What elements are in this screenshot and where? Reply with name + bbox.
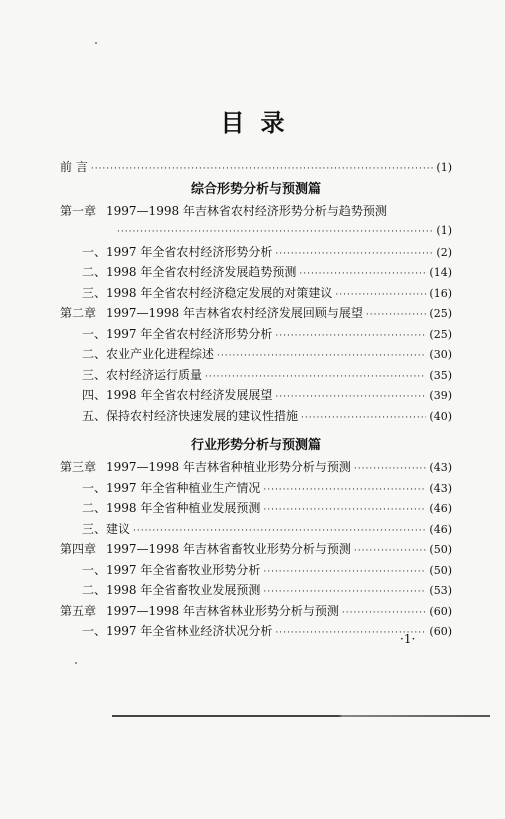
entry-label: 1997—1998 年吉林省农村经济形势分析与趋势预测 <box>106 203 387 218</box>
dot-leader <box>133 521 426 542</box>
dot-leader <box>275 326 426 347</box>
chapter-number: 第四章 <box>60 542 97 556</box>
toc-subentry[interactable] <box>60 621 452 642</box>
dot-leader <box>263 582 426 603</box>
entry-page: (30) <box>429 348 452 361</box>
entry-page: (25) <box>429 327 452 341</box>
dot-leader <box>263 480 426 501</box>
entry-label: 1997—1998 年吉林省畜牧业形势分析与预测 <box>106 542 351 556</box>
entry-label: 五、保持农村经济快速发展的建议性措施 <box>82 408 299 423</box>
toc-entry[interactable] <box>60 157 452 178</box>
entry-page: (40) <box>429 409 452 423</box>
chapter-number: 第二章 <box>60 306 97 320</box>
dot-leader <box>335 285 426 306</box>
toc-entry[interactable] <box>60 303 452 324</box>
toc-subentry[interactable] <box>60 283 452 304</box>
entry-label: 前 言 <box>60 160 88 174</box>
entry-label: 1997—1998 年吉林省林业形势分析与预测 <box>106 603 339 618</box>
entry-label: 一、1997 年全省种植业生产情况 <box>82 480 261 495</box>
toc-subentry[interactable] <box>60 580 452 601</box>
dot-leader <box>354 541 426 562</box>
toc-continuation[interactable] <box>60 221 452 242</box>
entry-label: 1997—1998 年吉林省农村经济发展回顾与展望 <box>106 306 363 320</box>
page-title: 目录 <box>220 109 301 137</box>
entry-page: (1) <box>436 224 452 237</box>
toc-section-heading <box>60 178 452 201</box>
entry-page: (14) <box>429 266 452 279</box>
speck <box>95 42 97 44</box>
dot-leader <box>205 367 426 388</box>
chapter-number: 第一章 <box>60 203 97 218</box>
toc-entry[interactable] <box>60 457 452 478</box>
entry-page: (43) <box>429 481 452 495</box>
entry-page: (25) <box>429 307 452 320</box>
entry-label: 一、1997 年全省林业经济状况分析 <box>82 624 273 638</box>
entry-label: 一、1997 年全省农村经济形势分析 <box>82 244 273 259</box>
entry-page: (46) <box>429 522 452 536</box>
toc-entry[interactable] <box>60 601 452 622</box>
entry-page: (50) <box>429 563 452 577</box>
page-number: ·1· <box>400 632 416 646</box>
dot-leader <box>366 305 426 326</box>
section-label: 行业形势分析与预测篇 <box>190 438 321 453</box>
entry-label: 三、1998 年全省农村经济稳定发展的对策建议 <box>82 285 333 300</box>
entry-page: (43) <box>429 461 452 474</box>
toc-subentry[interactable] <box>60 498 452 519</box>
entry-page: (46) <box>429 502 452 515</box>
entry-page: (60) <box>429 604 452 618</box>
entry-page: (2) <box>436 245 452 259</box>
entry-page: (60) <box>429 625 452 638</box>
dot-leader <box>217 346 426 367</box>
entry-page: (50) <box>429 543 452 556</box>
dot-leader <box>117 222 433 243</box>
entry-label: 一、1997 年全省畜牧业形势分析 <box>82 562 261 577</box>
entry-label: 三、建议 <box>82 521 131 536</box>
entry-label: 二、农业产业化进程综述 <box>82 347 215 361</box>
dot-leader <box>354 459 426 480</box>
toc-subentry[interactable] <box>60 519 452 540</box>
entry-label: 二、1998 年全省畜牧业发展预测 <box>82 583 261 597</box>
toc-entry[interactable] <box>60 539 452 560</box>
entry-label: 四、1998 年全省农村经济发展展望 <box>82 388 273 402</box>
toc-subentry[interactable] <box>60 406 452 427</box>
dot-leader <box>263 562 426 583</box>
entry-label: 三、农村经济运行质量 <box>82 367 203 382</box>
footer-rule <box>112 715 490 717</box>
speck <box>75 662 77 664</box>
toc-subentry[interactable] <box>60 560 452 581</box>
entry-page: (1) <box>436 161 452 174</box>
section-label: 综合形势分析与预测篇 <box>190 181 321 197</box>
dot-leader <box>301 408 426 429</box>
toc-subentry[interactable] <box>60 344 452 365</box>
entry-page: (16) <box>429 286 452 300</box>
toc-subentry[interactable] <box>60 385 452 406</box>
toc-subentry[interactable] <box>60 478 452 499</box>
chapter-number: 第五章 <box>60 603 97 618</box>
toc-subentry[interactable] <box>60 262 452 283</box>
dot-leader <box>342 603 426 624</box>
entry-label: 二、1998 年全省农村经济发展趋势预测 <box>82 265 297 279</box>
toc-section-heading <box>60 434 452 457</box>
chapter-number: 第三章 <box>60 460 97 474</box>
entry-label: 1997—1998 年吉林省种植业形势分析与预测 <box>106 460 351 474</box>
toc-entry[interactable] <box>60 201 452 222</box>
dot-leader <box>275 387 426 408</box>
toc-subentry[interactable] <box>60 324 452 345</box>
dot-leader <box>91 159 434 180</box>
entry-label: 二、1998 年全省种植业发展预测 <box>82 501 261 515</box>
entry-page: (35) <box>429 368 452 382</box>
dot-leader <box>275 244 433 265</box>
dot-leader <box>299 264 426 285</box>
toc-subentry[interactable] <box>60 242 452 263</box>
entry-page: (39) <box>429 389 452 402</box>
entry-page: (53) <box>429 584 452 597</box>
entry-label: 一、1997 年全省农村经济形势分析 <box>82 326 273 341</box>
toc-subentry[interactable] <box>60 365 452 386</box>
table-of-contents <box>60 157 452 642</box>
dot-leader <box>263 500 426 521</box>
